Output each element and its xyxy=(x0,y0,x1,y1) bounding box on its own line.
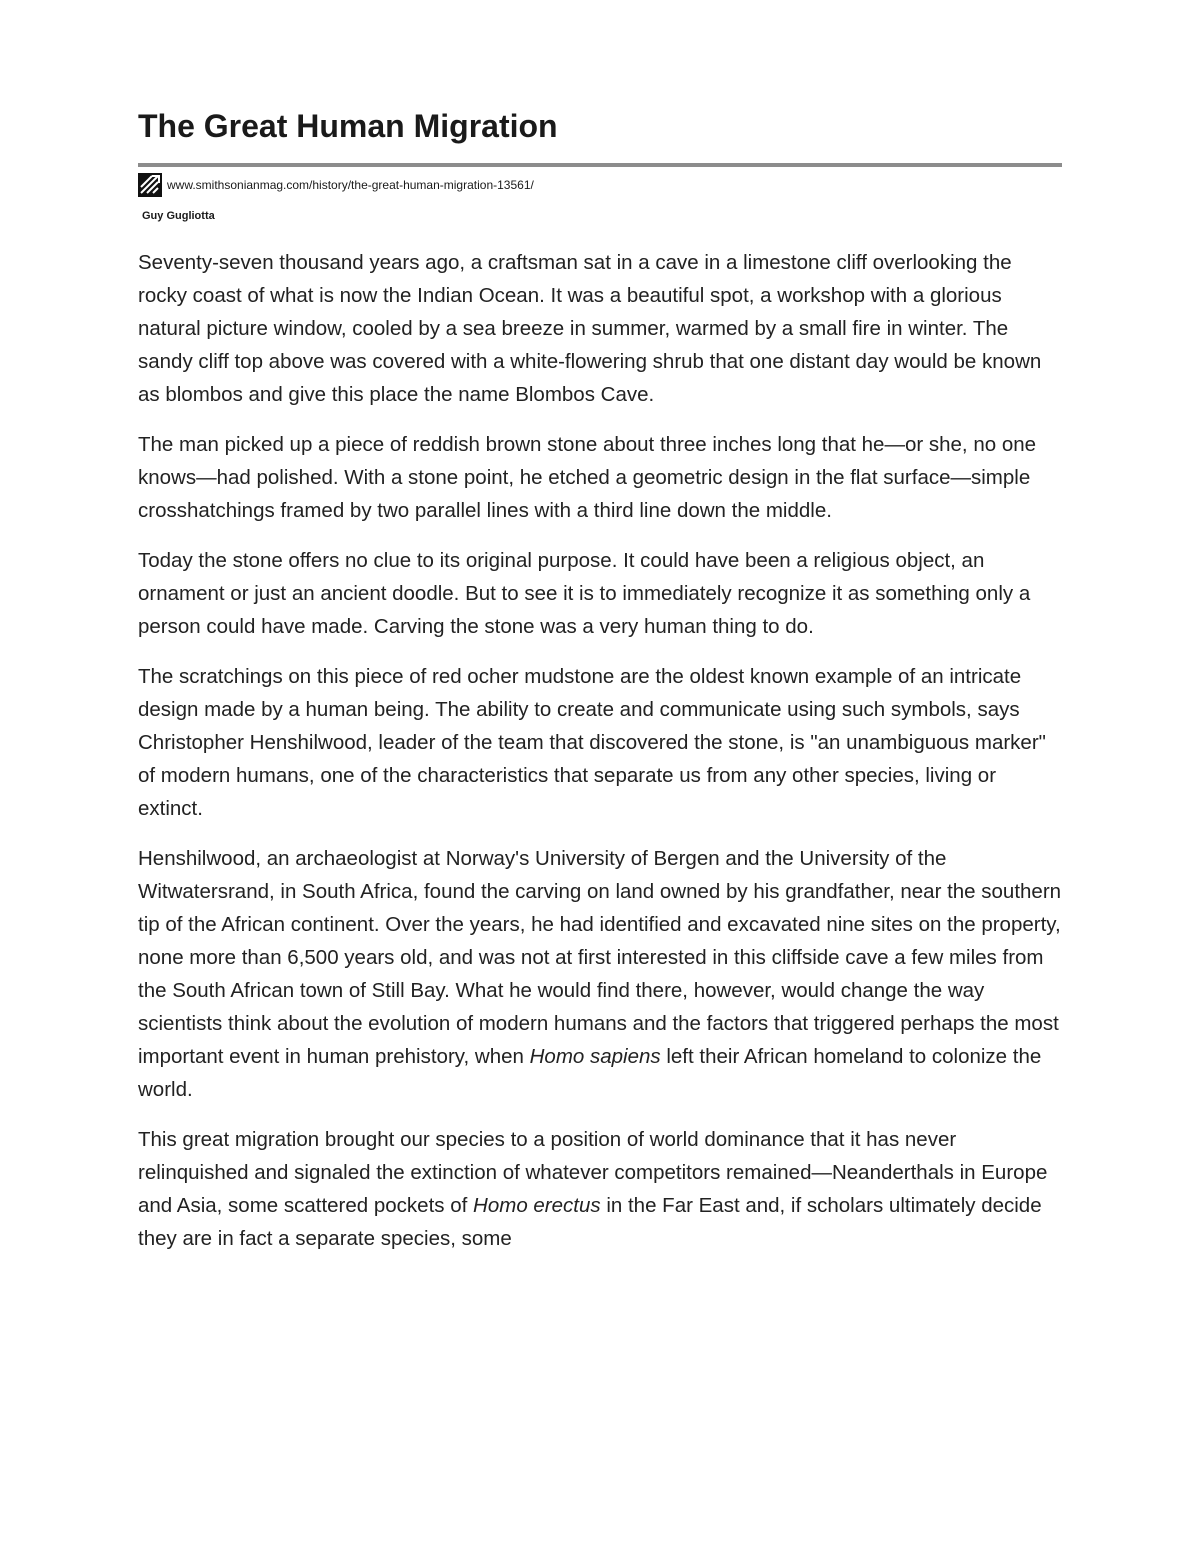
paragraph-text: in the Far East and, if scholars ultimately decide they are in fact a separate species, some xyxy=(138,1194,1042,1250)
paragraph-text: This great migration brought our species to a position of world dominance that it has never relinquished and signaled the extinction of whatever competitors remained—Neanderthals in Europe and Asia, some scattered pockets of xyxy=(138,1128,1048,1217)
italic-species-name: Homo sapiens xyxy=(529,1045,661,1068)
italic-species-name: Homo erectus xyxy=(473,1194,601,1217)
article-author: Guy Gugliotta xyxy=(142,210,215,222)
article-title: The Great Human Migration xyxy=(138,108,558,144)
paragraph-text: The man picked up a piece of reddish brown stone about three inches long that he—or she, no one knows—had polished. With a stone point, he etched a geometric design in the flat surface—simple crosshatchings framed by two parallel lines with a third line down the middle. xyxy=(138,433,1037,522)
body-paragraph xyxy=(138,1123,1066,1255)
source-url-link[interactable]: www.smithsonianmag.com/history/the-great-human-migration-13561/ xyxy=(167,178,534,192)
body-paragraph xyxy=(138,246,1066,411)
paragraph-text: Seventy-seven thousand years ago, a craftsman sat in a cave in a limestone cliff overlooking the rocky coast of what is now the Indian Ocean. It was a beautiful spot, a workshop with a glorious natural picture window, cooled by a sea breeze in summer, warmed by a small fire in winter. The sandy cliff top above was covered with a white-flowering shrub that one distant day would be known as blombos and give this place the name Blombos Cave. xyxy=(138,251,1042,406)
title-divider xyxy=(138,163,1062,167)
paragraph-text: The scratchings on this piece of red ocher mudstone are the oldest known example of an intricate design made by a human being. The ability to create and communicate using such symbols, says Christopher Henshilwood, leader of the team that discovered the stone, is "an unambiguous marker" of modern humans, one of the characteristics that separate us from any other species, living or extinct. xyxy=(138,665,1046,820)
paragraph-text: Henshilwood, an archaeologist at Norway's University of Bergen and the University of the Witwatersrand, in South Africa, found the carving on land owned by his grandfather, near the southern tip of the African continent. Over the years, he had identified and excavated nine sites on the property, none more than 6,500 years old, and was not at first interested in this cliffside cave a few miles from the South African town of Still Bay. What he would find there, however, would change the way scientists think about the evolution of modern humans and the factors that triggered perhaps the most important event in human prehistory, when xyxy=(138,847,1062,1068)
source-link-row[interactable] xyxy=(138,172,534,198)
paragraph-text: Today the stone offers no clue to its original purpose. It could have been a religious object, an ornament or just an ancient doodle. But to see it is to immediately recognize it as something only a person could have made. Carving the stone was a very human thing to do. xyxy=(138,549,1031,638)
body-paragraph xyxy=(138,660,1066,825)
body-paragraph xyxy=(138,842,1066,1106)
smithsonian-link-icon xyxy=(138,173,162,197)
body-paragraph xyxy=(138,428,1066,527)
paragraph-text: left their African homeland to colonize the world. xyxy=(138,1045,1042,1101)
body-paragraph xyxy=(138,544,1066,643)
article-body xyxy=(138,246,1066,1272)
